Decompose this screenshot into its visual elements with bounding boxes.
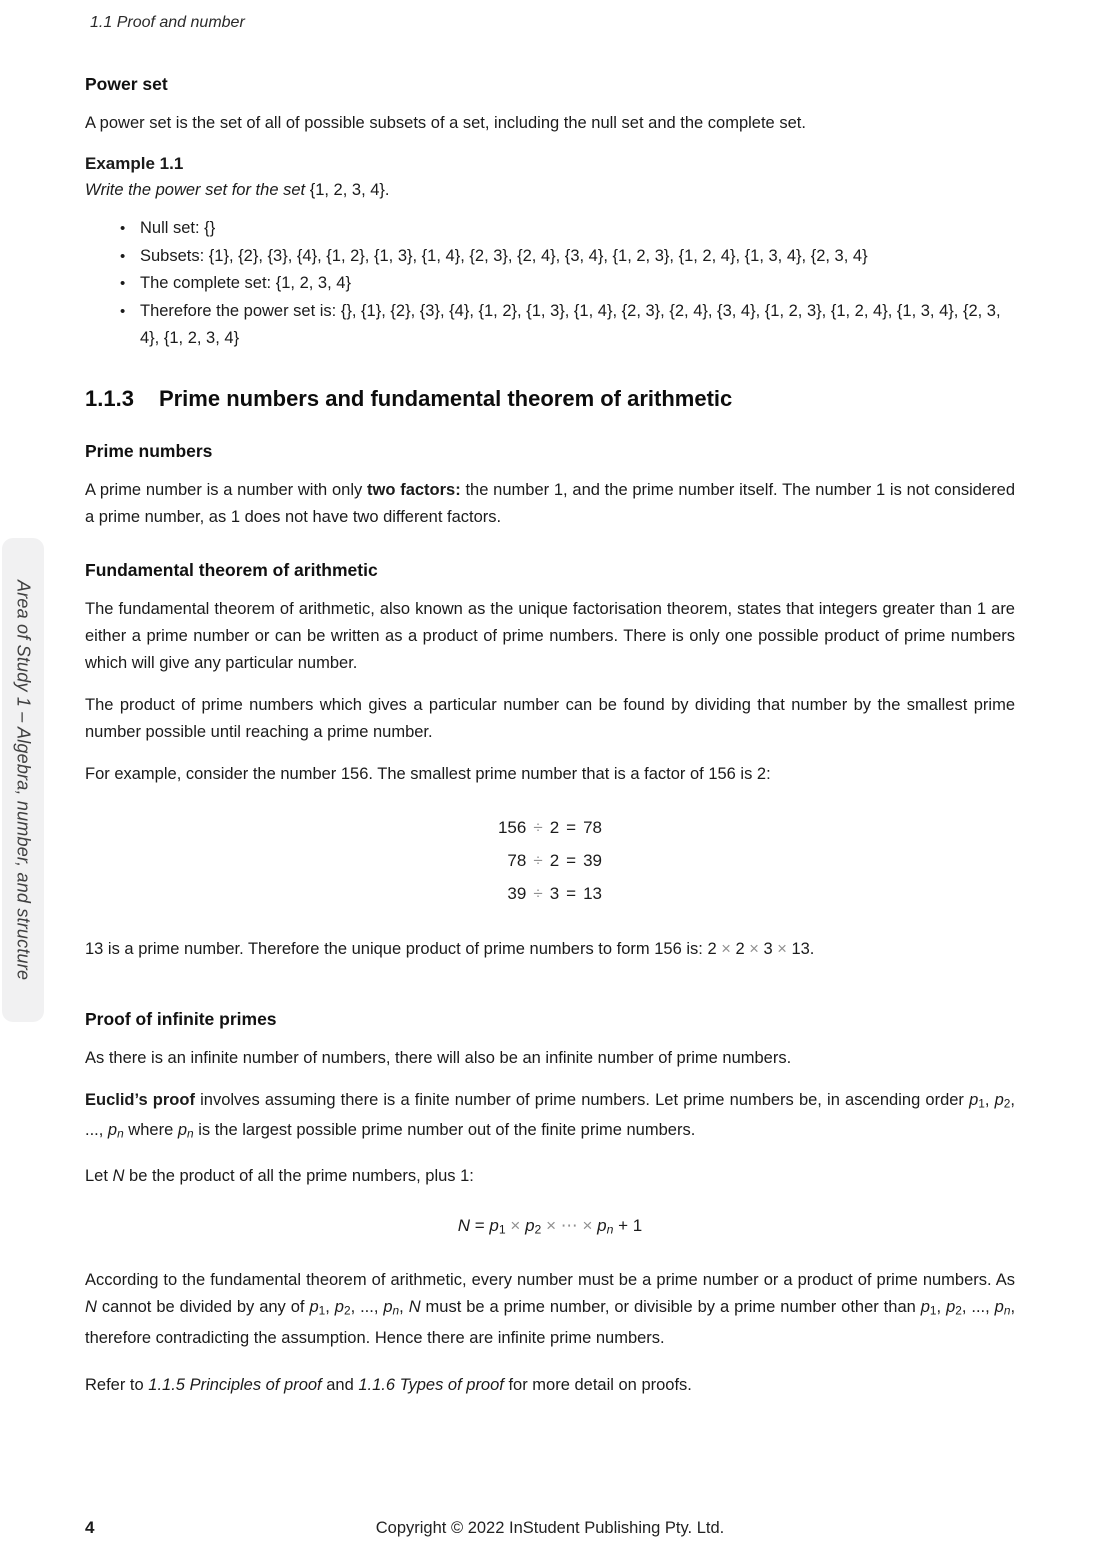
page-footer [0, 1516, 1100, 1538]
n-product-equation: N = p1 × p2 × ⋯ × pn + 1 [457, 1215, 643, 1237]
paragraph-contradiction: According to the fundamental theorem of arithmetic, every number must be a prime number or a product of prime numbers. As N cannot be divided by any of p1, p2, ..., pn, N must be a prime number, or divisible by a prime number other than p1, p2, ..., pn, therefore contradicting the assumption. Hence there are infinite prime numbers. [85, 1271, 1016, 1348]
divide-operator: ÷ [533, 883, 543, 903]
paragraph-power-set-intro: A power set is the set of all of possible subsets of a set, including the null set and the complete set. [85, 114, 806, 132]
list-item: • Therefore the power set is: {}, {1}, {2}, {3}, {4}, {1, 2}, {1, 3}, {1, 4}, {2, 3}, {2, 4}, {3, 4}, {1, 2, 3}, {1, 2, 4}, {1, 3, 4}, {2, 3, 4}, {1, 2, 3, 4} [85, 298, 1015, 353]
paragraph-unique-product: 13 is a prime number. Therefore the unique product of prime numbers to form 156 is: 2 × 2 × 3 × 13. [85, 939, 815, 958]
list-item: • The complete set: {1, 2, 3, 4} [85, 270, 1015, 298]
section-title: Prime numbers and fundamental theorem of arithmetic [158, 385, 733, 411]
paragraph-euclid-proof: Euclid’s proof involves assuming there is a finite number of prime numbers. Let prime numbers be, in ascending order p1, p2, ..., pn where pn is the largest possible prime number out of the finite prime numbers. [85, 1090, 1015, 1141]
paragraph-let-n: Let N be the product of all the prime numbers, plus 1: [85, 1166, 474, 1185]
equation-term: 156 [497, 817, 527, 837]
example-label: Example 1.1 [85, 154, 184, 173]
paragraph-infinite-1: As there is an infinite number of numbers, there will also be an infinite number of prime numbers. [85, 1048, 792, 1067]
equals-sign: = [566, 850, 577, 870]
paragraph-fta-2: The product of prime numbers which gives a particular number can be found by dividing that number by the smallest prime number possible until reaching a prime number. [85, 695, 1015, 741]
paragraph-prime-numbers: A prime number is a number with only two factors: the number 1, and the prime number itself. The number 1 is not considered a prime number, as 1 does not have two different factors. [85, 480, 1015, 526]
list-item: • Null set: {} [85, 215, 1015, 243]
example-prompt: Write the power set for the set {1, 2, 3, 4}. [85, 181, 390, 199]
division-equations [85, 811, 1015, 910]
equation-term: 78 [507, 850, 527, 870]
equation-result: 78 [583, 817, 603, 837]
equation-term: 39 [507, 883, 527, 903]
heading-prime-numbers: Prime numbers [85, 440, 213, 461]
equals-sign: = [566, 817, 577, 837]
bullet-list [85, 215, 1015, 353]
equation-result: 13 [583, 883, 603, 903]
area-of-study-tab [2, 538, 44, 1022]
paragraph-fta-example: For example, consider the number 156. The smallest prime number that is a factor of 156 is 2: [85, 764, 771, 783]
page-number: 4 [85, 1518, 95, 1537]
copyright-text: Copyright © 2022 InStudent Publishing Pty. Ltd. [375, 1519, 725, 1537]
heading-section-113 [85, 386, 1015, 412]
paragraph-refer: Refer to 1.1.5 Principles of proof and 1.1.6 Types of proof for more detail on proofs. [85, 1376, 692, 1395]
equals-sign: = [566, 883, 577, 903]
list-item: • Subsets: {1}, {2}, {3}, {4}, {1, 2}, {1, 3}, {1, 4}, {2, 3}, {2, 4}, {3, 4}, {1, 2, 3}, {1, 2, 4}, {1, 3, 4}, {2, 3, 4} [85, 243, 1015, 271]
equation-grid [498, 811, 602, 910]
equation-term: 2 [549, 850, 560, 870]
running-header: 1.1 Proof and number [90, 14, 245, 31]
paragraph-fta-1: The fundamental theorem of arithmetic, also known as the unique factorisation theorem, states that integers greater than 1 are either a prime number or can be written as a product of prime numbers. There is only one possible product of prime numbers which will give any particular number. [85, 599, 1015, 672]
equation-result: 39 [583, 850, 603, 870]
area-of-study-label: Area of Study 1 – Algebra, number, and structure [13, 579, 34, 981]
divide-operator: ÷ [533, 850, 543, 870]
heading-infinite-primes: Proof of infinite primes [85, 1008, 277, 1029]
equation-term: 3 [549, 883, 560, 903]
heading-fundamental-theorem: Fundamental theorem of arithmetic [85, 559, 378, 580]
heading-power-set: Power set [85, 74, 168, 94]
section-number: 1.1.3 [85, 385, 134, 411]
divide-operator: ÷ [533, 817, 543, 837]
equation-term: 2 [549, 817, 560, 837]
